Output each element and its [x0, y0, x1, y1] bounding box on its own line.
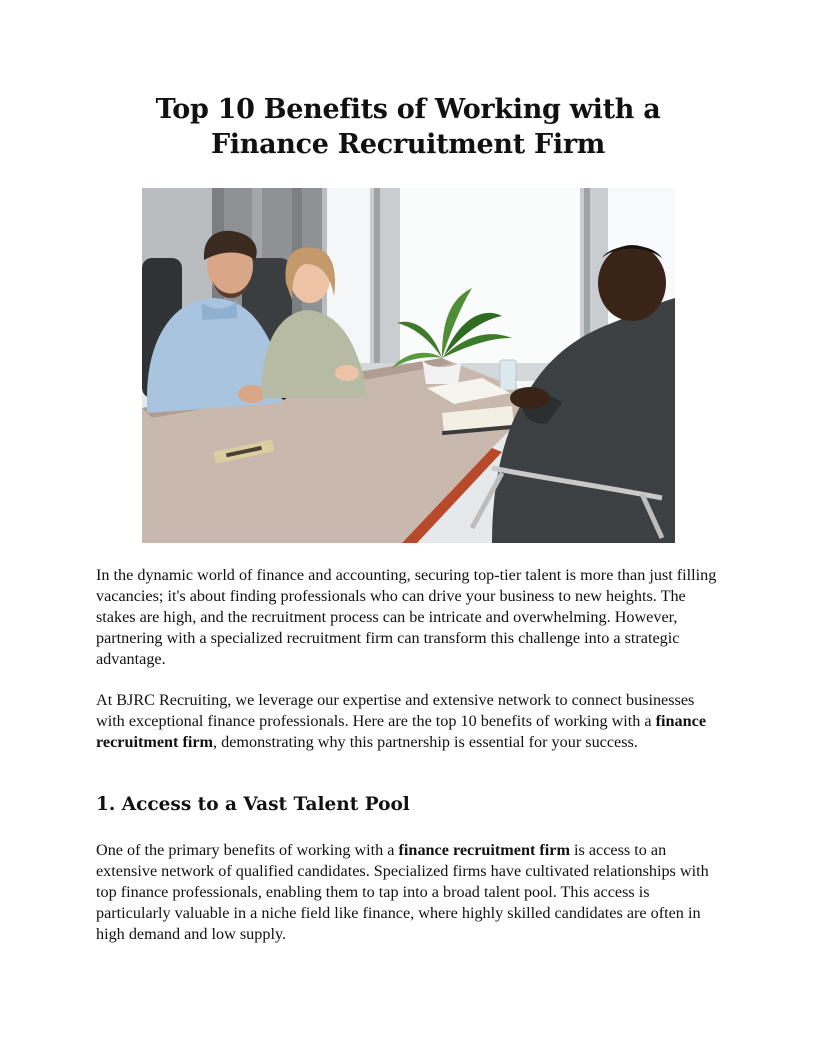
intro-paragraph: In the dynamic world of finance and accounting, securing top-tier talent is more than just filling vacancies; it's about finding professionals who can drive your business to new heights. The stakes are high, and the recruitment process can be intricate and overwhelming. However, partnering with a specialized recruitment firm can transform this challenge into a strategic advantage. [96, 566, 717, 668]
recruitment-interview-photo-icon [142, 188, 675, 543]
article-photo [142, 188, 675, 543]
talent-pool-text-before: One of the primary benefits of working with a [96, 841, 399, 859]
talent-pool-bold-term: finance recruitment firm [398, 841, 570, 859]
article-title: Top 10 Benefits of Working with a Finance Recruitment Firm [155, 94, 661, 160]
section-heading-talent-pool: 1. Access to a Vast Talent Pool [96, 794, 410, 815]
talent-pool-paragraph [96, 840, 726, 945]
bjrc-paragraph [96, 690, 726, 753]
bjrc-paragraph-bold-term: finance recruitment firm [96, 712, 706, 751]
bjrc-paragraph-text-before: At BJRC Recruiting, we leverage our expertise and extensive network to connect businesses with exceptional finance professionals. Here are the top 10 benefits of working with a [96, 691, 695, 730]
talent-pool-text-after: is access to an extensive network of qualified candidates. Specialized firms have cultivated relationships with top finance professionals, enabling them to tap into a broad talent pool. This access is particularly valuable in a niche field like finance, where highly skilled candidates are often in high demand and low supply. [96, 841, 709, 943]
bjrc-paragraph-text-after: , demonstrating why this partnership is essential for your success. [213, 733, 638, 751]
